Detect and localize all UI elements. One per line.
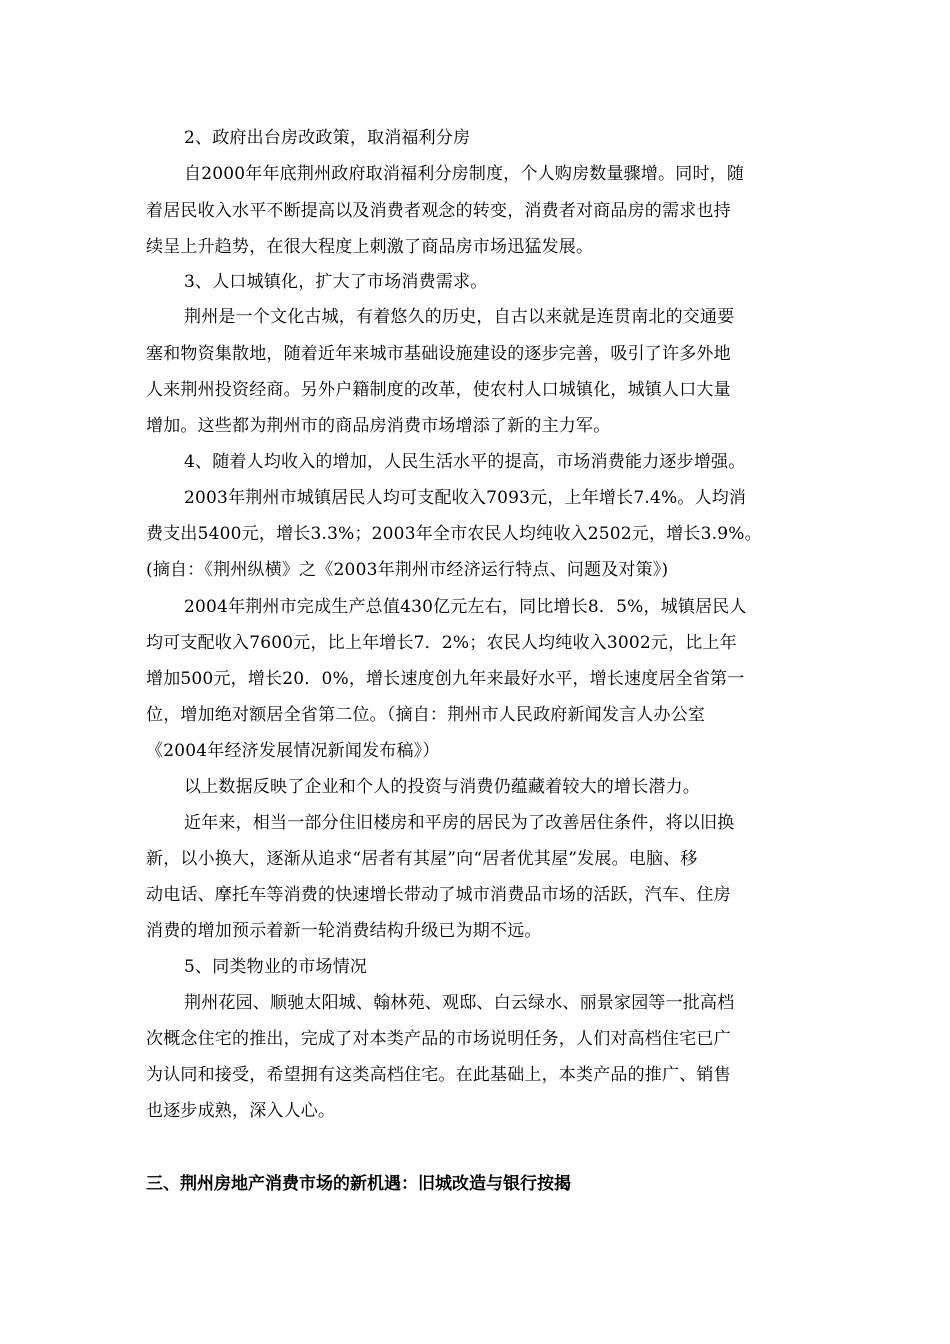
paragraph-line: 以上数据反映了企业和个人的投资与消费仍蕴藏着较大的增长潜力。 bbox=[184, 777, 700, 797]
paragraph-line: 动电话、摩托车等消费的快速增长带动了城市消费品市场的活跃，汽车、住房 bbox=[146, 885, 731, 905]
paragraph-line: 次概念住宅的推出，完成了对本类产品的市场说明任务，人们对高档住宅已广 bbox=[146, 1029, 731, 1049]
subheading-comparable-properties: 5、同类物业的市场情况 bbox=[184, 957, 368, 977]
paragraph-line: 着居民收入水平不断提高以及消费者观念的转变，消费者对商品房的需求也持 bbox=[146, 201, 731, 221]
paragraph-line: 2003年荆州市城镇居民人均可支配收入7093元，上年增长7.4%。人均消 bbox=[184, 488, 747, 508]
paragraph-line: 续呈上升趋势，在很大程度上刺激了商品房市场迅猛发展。 bbox=[146, 237, 594, 257]
citation-line: 《2004年经济发展情况新闻发布稿》） bbox=[146, 741, 440, 761]
subheading-income: 4、随着人均收入的增加，人民生活水平的提高，市场消费能力逐步增强。 bbox=[184, 452, 746, 472]
paragraph-line: 消费的增加预示着新一轮消费结构升级已为期不远。 bbox=[146, 921, 542, 941]
paragraph-line: 人来荆州投资经商。另外户籍制度的改革，使农村人口城镇化，城镇人口大量 bbox=[146, 380, 731, 400]
paragraph-line: 为认同和接受，希望拥有这类高档住宅。在此基础上，本类产品的推广、销售 bbox=[146, 1065, 731, 1085]
subheading-policy: 2、政府出台房改政策，取消福利分房 bbox=[184, 128, 471, 148]
paragraph-line: 新，以小换大，逐渐从追求“居者有其屋”向“居者优其屋”发展。电脑、移 bbox=[146, 849, 698, 869]
paragraph-line: 费支出5400元，增长3.3%；2003年全市农民人均纯收入2502元，增长3.9%。 bbox=[146, 524, 762, 544]
paragraph-line: 增加500元，增长20．0%，增长速度创九年来最好水平，增长速度居全省第一 bbox=[146, 669, 745, 689]
subheading-urbanization: 3、人口城镇化，扩大了市场消费需求。 bbox=[184, 272, 488, 292]
paragraph-line: 均可支配收入7600元，比上年增长7．2%；农民人均纯收入3002元，比上年 bbox=[146, 633, 737, 653]
section-heading: 三、荆州房地产消费市场的新机遇：旧城改造与银行按揭 bbox=[146, 1174, 571, 1194]
paragraph-line: 荆州是一个文化古城，有着悠久的历史，自古以来就是连贯南北的交通要 bbox=[184, 307, 735, 327]
paragraph-line: 也逐步成熟，深入人心。 bbox=[146, 1101, 336, 1121]
paragraph-line: 自2000年年底荆州政府取消福利分房制度，个人购房数量骤增。同时，随 bbox=[184, 164, 745, 184]
paragraph-line: 荆州花园、顺驰太阳城、翰林苑、观邸、白云绿水、丽景家园等一批高档 bbox=[184, 993, 735, 1013]
paragraph-line: 位，增加绝对额居全省第二位。（摘自：荆州市人民政府新闻发言人办公室 bbox=[146, 705, 706, 725]
paragraph-line: 2004年荆州市完成生产总值430亿元左右，同比增长8．5%，城镇居民人 bbox=[184, 597, 747, 617]
citation-line: (摘自：《荆州纵横》之《2003年荆州市经济运行特点、问题及对策》) bbox=[146, 560, 669, 580]
paragraph-line: 增加。这些都为荆州市的商品房消费市场增添了新的主力军。 bbox=[146, 416, 611, 436]
paragraph-line: 近年来，相当一部分住旧楼房和平房的居民为了改善居住条件，将以旧换 bbox=[184, 813, 735, 833]
paragraph-line: 塞和物资集散地，随着近年来城市基础设施建设的逐步完善，吸引了许多外地 bbox=[146, 344, 731, 364]
